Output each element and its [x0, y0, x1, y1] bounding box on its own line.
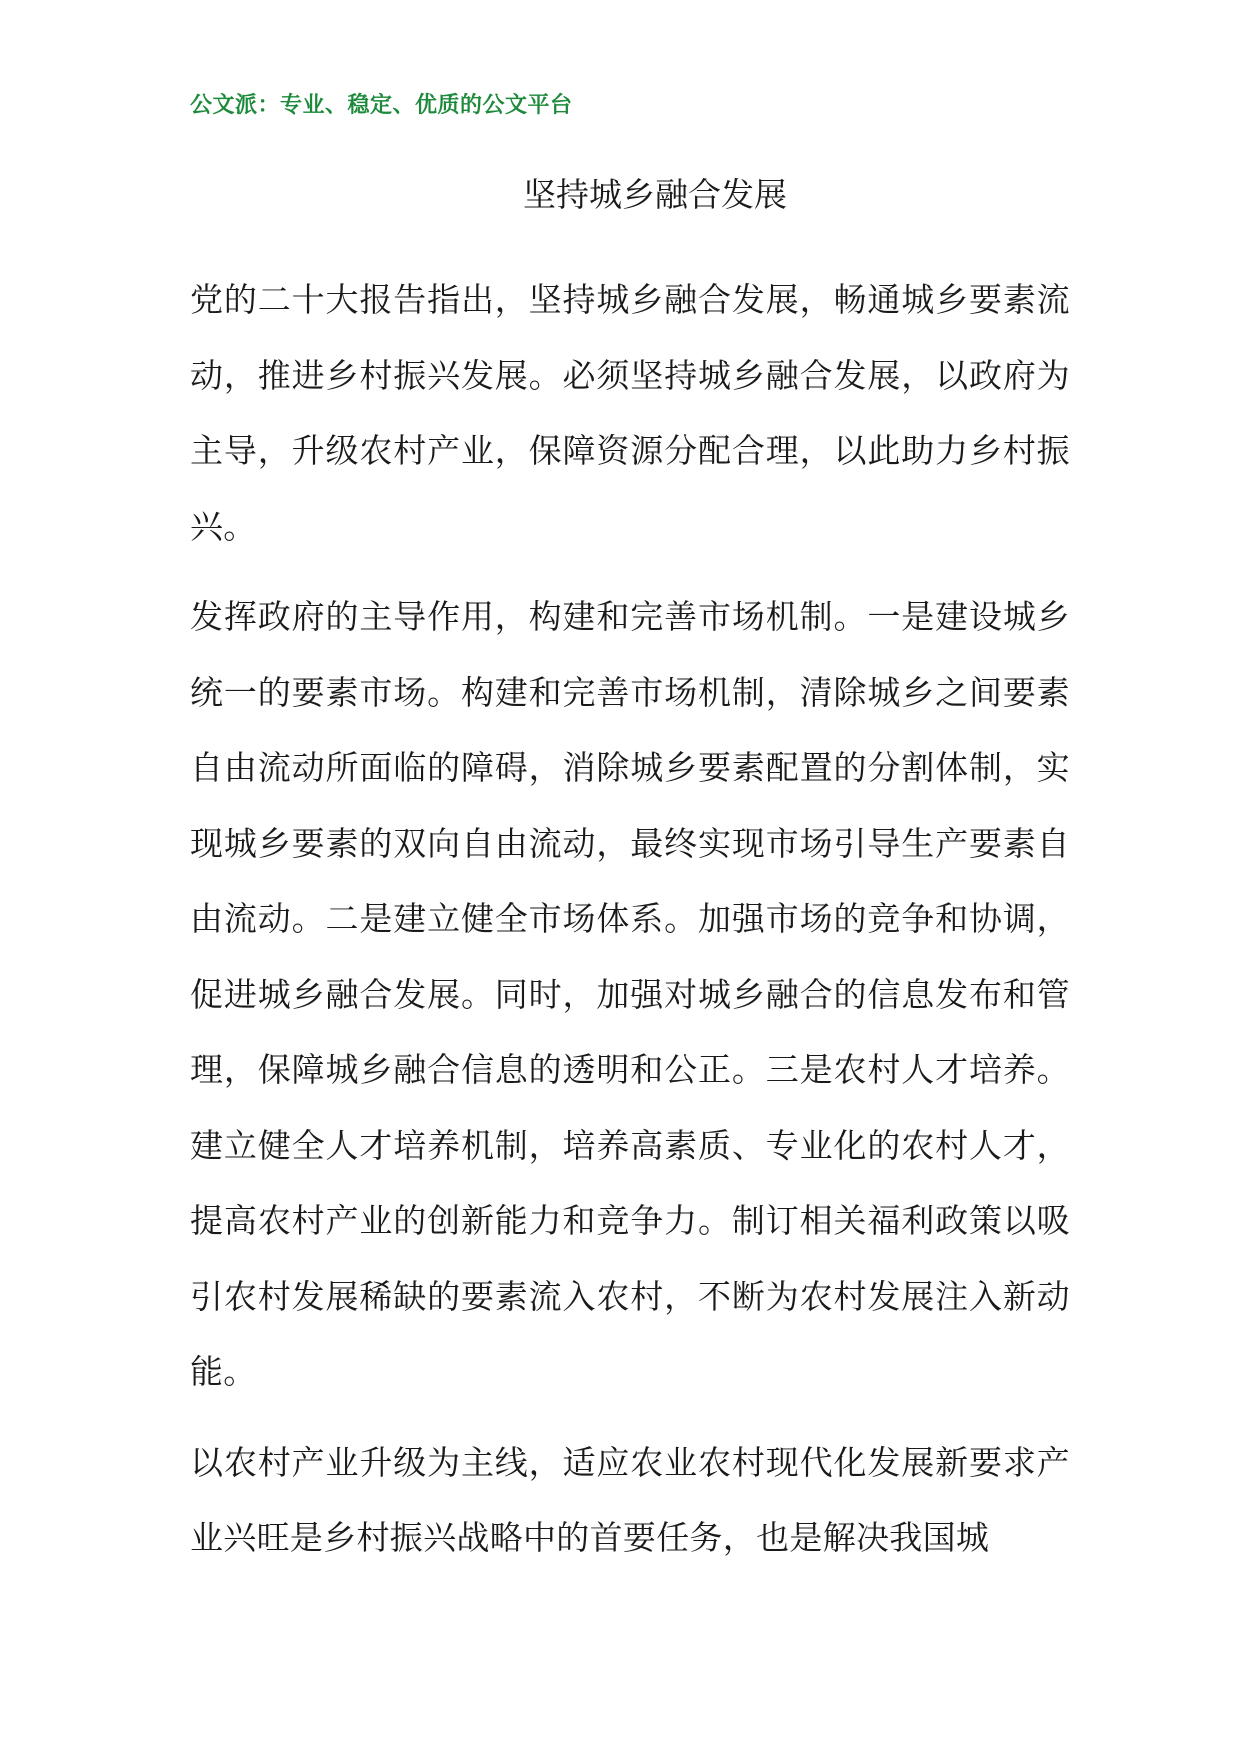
paragraph-2: 发挥政府的主导作用，构建和完善市场机制。一是建设城乡统一的要素市场。构建和完善市场机制，清除城乡之间要素自由流动所面临的障碍，消除城乡要素配置的分割体制，实现城乡要素的双向自由流动，最终实现市场引导生产要素自由流动。二是建立健全市场体系。加强市场的竞争和协调，促进城乡融合发展。同时，加强对城乡融合的信息发布和管理，保障城乡融合信息的透明和公正。三是农村人才培养。建立健全人才培养机制，培养高素质、专业化的农村人才，提高农村产业的创新能力和竞争力。制订相关福利政策以吸引农村发展稀缺的要素流入农村，不断为农村发展注入新动能。: [190, 597, 1070, 1391]
document-title: 坚持城乡融合发展: [523, 175, 787, 214]
paragraph-3: 以农村产业升级为主线，适应农业农村现代化发展新要求产业兴旺是乡村振兴战略中的首要任务，也是解决我国城: [190, 1442, 1070, 1557]
paragraph-1: 党的二十大报告指出，坚持城乡融合发展，畅通城乡要素流动，推进乡村振兴发展。必须坚持城乡融合发展，以政府为主导，升级农村产业，保障资源分配合理，以此助力乡村振兴。: [190, 280, 1070, 546]
document-body: [190, 262, 1070, 1591]
header-banner: 公文派：专业、稳定、优质的公文平台: [190, 93, 573, 118]
